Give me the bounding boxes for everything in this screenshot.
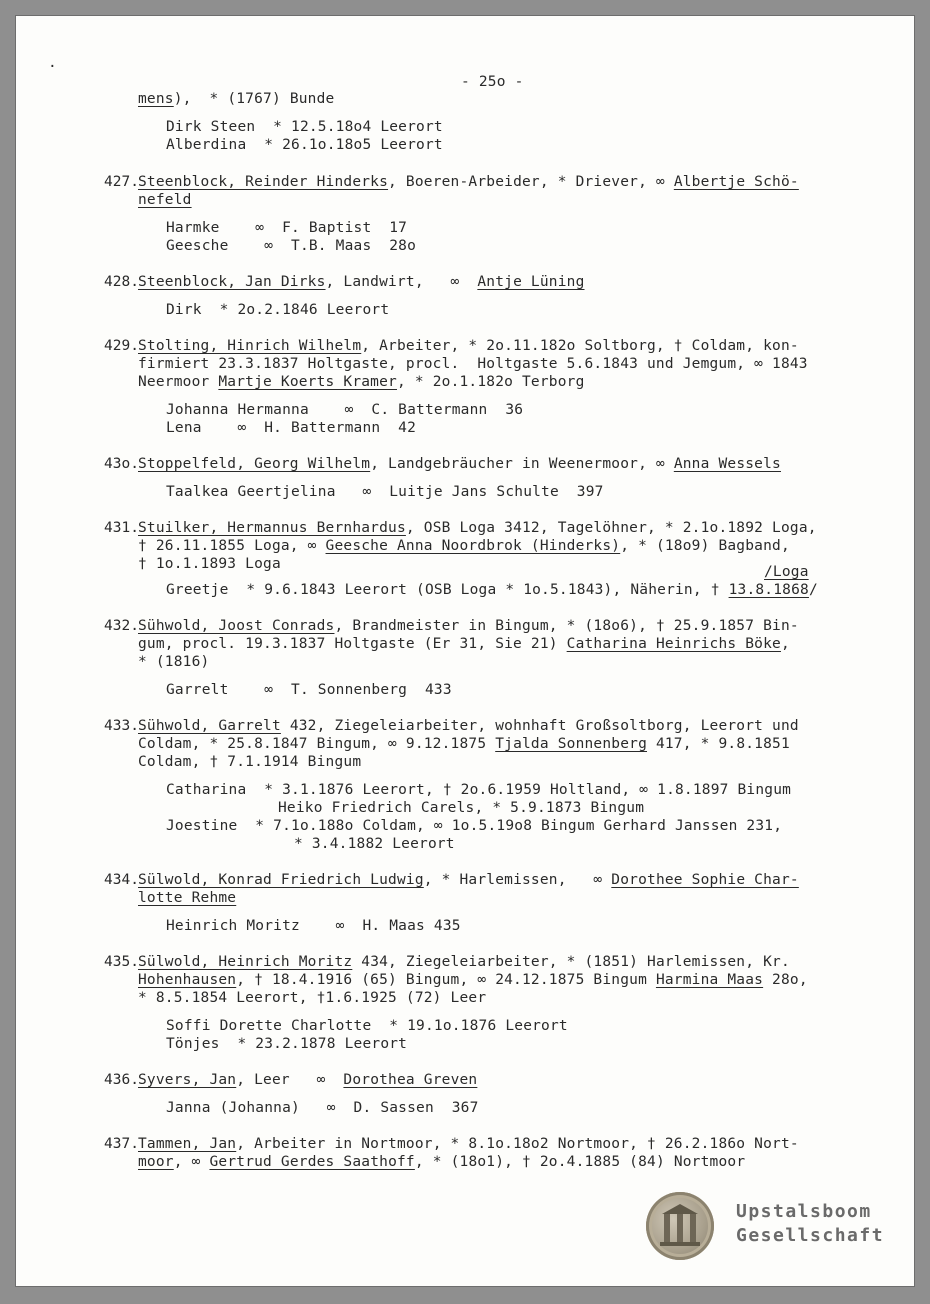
- text-line: Heiko Friedrich Carels, * 5.9.1873 Bingum: [278, 800, 645, 816]
- society-name: [736, 1200, 884, 1248]
- text-span: /: [808, 582, 818, 598]
- entry-number: 434.: [104, 872, 139, 888]
- underlined-name: lotte Rehme: [138, 890, 237, 906]
- text-line: [138, 537, 790, 555]
- text-line: Heinrich Moritz ∞ H. Maas 435: [166, 918, 461, 934]
- underlined-name: Catharina Heinrichs Böke: [566, 636, 781, 652]
- text-span: , Brandmeister in Bingum, * (18o6), † 25.9.1857 Bin-: [334, 618, 799, 634]
- text-line: Alberdina * 26.1o.18o5 Leerort: [166, 137, 443, 153]
- text-span: , * (18o9) Bagband,: [620, 538, 790, 554]
- society-name-line1: Upstalsboom: [736, 1201, 872, 1222]
- underlined-name: Antje Lüning: [477, 274, 585, 290]
- text-line: Janna (Johanna) ∞ D. Sassen 367: [166, 1100, 479, 1116]
- text-line: Joestine * 7.1o.188o Coldam, ∞ 1o.5.19o8 Bingum Gerhard Janssen 231,: [166, 818, 783, 834]
- underlined-name: Sühwold, Garrelt: [138, 718, 281, 734]
- text-line: [138, 717, 799, 735]
- underlined-name: Sühwold, Joost Conrads: [138, 618, 335, 634]
- entry-number: 43o.: [104, 456, 139, 472]
- underlined-name: Dorothea Greven: [343, 1072, 478, 1088]
- text-line: [138, 1071, 477, 1089]
- text-line: Tönjes * 23.2.1878 Leerort: [166, 1036, 408, 1052]
- text-line: Garrelt ∞ T. Sonnenberg 433: [166, 682, 452, 698]
- text-line: * 3.4.1882 Leerort: [294, 836, 455, 852]
- text-span: ), * (1767) Bunde: [173, 91, 335, 107]
- text-line: [138, 337, 799, 355]
- text-span: ,: [780, 636, 790, 652]
- entry-number: 436.: [104, 1072, 139, 1088]
- text-span: † 26.11.1855 Loga, ∞: [138, 538, 326, 554]
- text-span: , Leer ∞: [236, 1072, 344, 1088]
- text-line: [138, 635, 790, 653]
- underlined-name: Gertrud Gerdes Saathoff: [209, 1154, 415, 1170]
- document-page: [16, 16, 914, 1286]
- underlined-name: Stolting, Hinrich Wilhelm: [138, 338, 362, 354]
- text-line: [764, 563, 809, 581]
- text-line: Harmke ∞ F. Baptist 17: [166, 220, 408, 236]
- text-line: Dirk * 2o.2.1846 Leerort: [166, 302, 390, 318]
- text-span: , Landwirt, ∞: [325, 274, 478, 290]
- underlined-name: Stoppelfeld, Georg Wilhelm: [138, 456, 371, 472]
- entry-number: 427.: [104, 174, 139, 190]
- text-line: [166, 581, 818, 599]
- text-line: † 1o.1.1893 Loga: [138, 556, 281, 572]
- text-span: , Boeren-Arbeider, * Driever, ∞: [388, 174, 674, 190]
- underlined-name: Syvers, Jan: [138, 1072, 237, 1088]
- entry-number: 433.: [104, 718, 139, 734]
- text-span: 434, Ziegeleiarbeiter, * (1851) Harlemissen, Kr.: [352, 954, 790, 970]
- text-line: [138, 373, 585, 391]
- underlined-name: Tjalda Sonnenberg: [495, 736, 648, 752]
- text-line: [138, 871, 799, 889]
- underlined-name: Dorothee Sophie Char-: [611, 872, 799, 888]
- text-line: [138, 735, 790, 753]
- text-line: Geesche ∞ T.B. Maas 28o: [166, 238, 417, 254]
- text-line: [138, 617, 799, 635]
- text-line: * 8.5.1854 Leerort, †1.6.1925 (72) Leer: [138, 990, 487, 1006]
- text-line: [138, 1153, 745, 1171]
- society-logo: [646, 1192, 896, 1272]
- text-line: [138, 273, 585, 291]
- seal-icon: [646, 1192, 714, 1260]
- underlined-name: Steenblock, Reinder Hinderks: [138, 174, 389, 190]
- text-span: Greetje * 9.6.1843 Leerort (OSB Loga * 1o.5.1843), Näherin, †: [166, 582, 729, 598]
- text-span: , OSB Loga 3412, Tagelöhner, * 2.1o.1892 Loga,: [405, 520, 817, 536]
- underlined-name: Albertje Schö-: [673, 174, 799, 190]
- text-line: [138, 90, 334, 108]
- underlined-name: Sülwold, Konrad Friedrich Ludwig: [138, 872, 424, 888]
- text-line: Catharina * 3.1.1876 Leerort, † 2o.6.1959 Holtland, ∞ 1.8.1897 Bingum: [166, 782, 792, 798]
- underlined-name: Steenblock, Jan Dirks: [138, 274, 326, 290]
- text-span: 432, Ziegeleiarbeiter, wohnhaft Großsoltborg, Leerort und: [280, 718, 799, 734]
- underlined-name: nefeld: [138, 192, 192, 208]
- text-line: [138, 1135, 799, 1153]
- underlined-name: Hohenhausen: [138, 972, 237, 988]
- entry-number: 432.: [104, 618, 139, 634]
- text-line: Taalkea Geertjelina ∞ Luitje Jans Schulte 397: [166, 484, 604, 500]
- text-line: [138, 889, 236, 907]
- text-span: Neermoor: [138, 374, 219, 390]
- text-span: Coldam, * 25.8.1847 Bingum, ∞ 9.12.1875: [138, 736, 496, 752]
- entry-number: 435.: [104, 954, 139, 970]
- text-span: , † 18.4.1916 (65) Bingum, ∞ 24.12.1875 Bingum: [236, 972, 656, 988]
- underlined-name: Tammen, Jan: [138, 1136, 237, 1152]
- underlined-name: mens: [138, 91, 174, 107]
- underlined-name: /Loga: [764, 564, 809, 580]
- text-span: 28o,: [763, 972, 808, 988]
- underlined-name: Anna Wessels: [673, 456, 781, 472]
- underlined-name: Stuilker, Hermannus Bernhardus: [138, 520, 406, 536]
- underlined-name: Harmina Maas: [655, 972, 764, 988]
- text-line: [138, 173, 799, 191]
- text-line: Soffi Dorette Charlotte * 19.1o.1876 Leerort: [166, 1018, 568, 1034]
- entry-number: 431.: [104, 520, 139, 536]
- text-span: , * (18o1), † 2o.4.1885 (84) Nortmoor: [414, 1154, 746, 1170]
- entry-number: 428.: [104, 274, 139, 290]
- text-span: , * 2o.1.182o Terborg: [396, 374, 585, 390]
- underlined-name: moor: [138, 1154, 174, 1170]
- text-span: , Landgebräucher in Weenermoor, ∞: [370, 456, 674, 472]
- text-span: , ∞: [173, 1154, 210, 1170]
- text-line: * (1816): [138, 654, 210, 670]
- society-name-line2: Gesellschaft: [736, 1225, 885, 1246]
- text-line: [138, 191, 192, 209]
- underlined-name: Sülwold, Heinrich Moritz: [138, 954, 353, 970]
- text-line: [138, 519, 817, 537]
- text-span: gum, procl. 19.3.1837 Holtgaste (Er 31, Sie 21): [138, 636, 567, 652]
- entry-number: 429.: [104, 338, 139, 354]
- entry-number: 437.: [104, 1136, 139, 1152]
- underlined-name: 13.8.1868: [728, 582, 809, 598]
- text-line: [138, 455, 781, 473]
- text-span: , * Harlemissen, ∞: [423, 872, 612, 888]
- text-span: , Arbeiter, * 2o.11.182o Soltborg, † Coldam, kon-: [361, 338, 799, 354]
- text-line: Dirk Steen * 12.5.18o4 Leerort: [166, 119, 443, 135]
- text-line: [138, 953, 790, 971]
- underlined-name: Martje Koerts Kramer: [218, 374, 397, 390]
- text-line: Lena ∞ H. Battermann 42: [166, 420, 417, 436]
- text-line: firmiert 23.3.1837 Holtgaste, procl. Holtgaste 5.6.1843 und Jemgum, ∞ 1843: [138, 356, 808, 372]
- text-span: , Arbeiter in Nortmoor, * 8.1o.18o2 Nortmoor, † 26.2.186o Nort-: [236, 1136, 799, 1152]
- underlined-name: Geesche Anna Noordbrok (Hinderks): [325, 538, 621, 554]
- page-number: - 25o -: [461, 74, 524, 90]
- text-line: [138, 971, 808, 989]
- text-span: 417, * 9.8.1851: [647, 736, 790, 752]
- text-line: Coldam, † 7.1.1914 Bingum: [138, 754, 362, 770]
- text-line: Johanna Hermanna ∞ C. Battermann 36: [166, 402, 524, 418]
- stray-mark: ·: [48, 59, 57, 75]
